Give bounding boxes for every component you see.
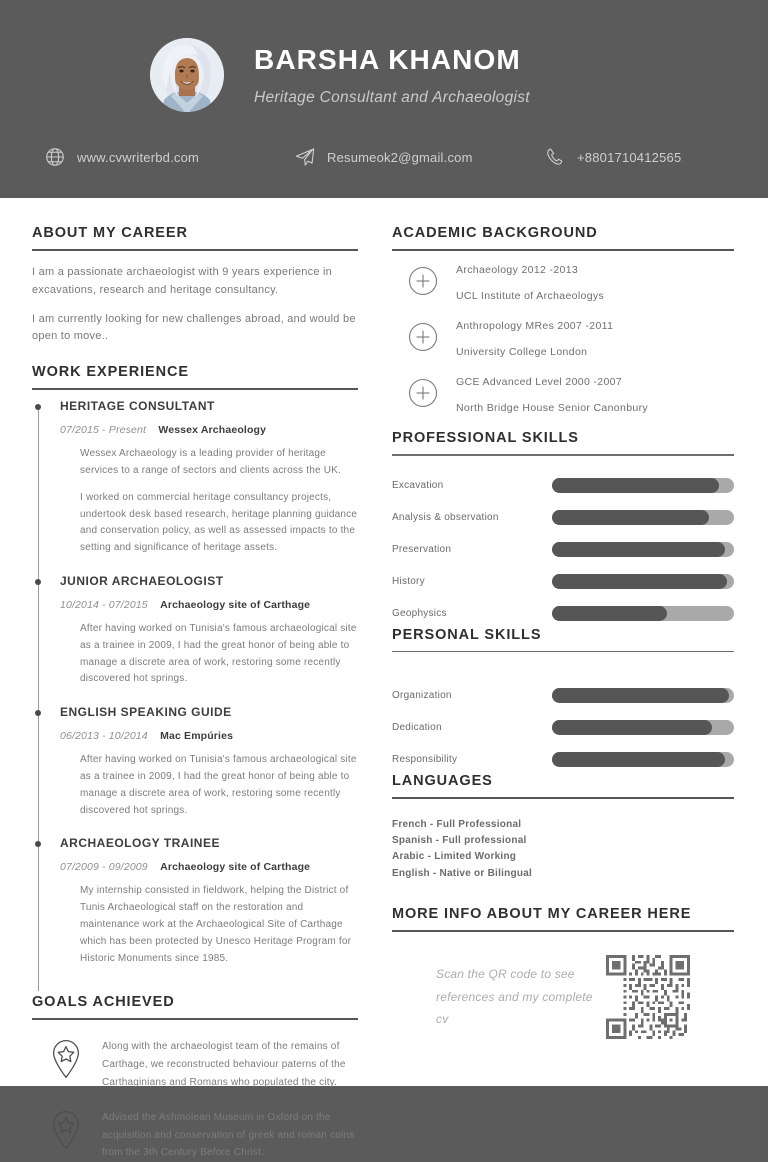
professional-skills-rule <box>392 454 734 456</box>
header-identity <box>0 0 768 112</box>
goal-text: Along with the archaeologist team of the remains of Carthage, we reconstructed behaviour paterns of the Carthaginians and Romans who populated the city. <box>102 1041 346 1088</box>
plus-circle-icon <box>408 266 438 296</box>
personal-skills-rule <box>392 651 734 653</box>
spacer <box>392 674 734 688</box>
goals-list <box>32 1035 358 1162</box>
qr-caption: Scan the QR code to see references and my complete cv <box>436 967 593 1026</box>
skill-bar-fill <box>552 574 727 589</box>
academic-school: University College London <box>456 346 588 358</box>
section-professional-skills <box>392 430 734 621</box>
contact-email[interactable] <box>294 146 544 168</box>
job-description: Wessex Archaeology is a leading provider of heritage services to a range of sectors and clients across the UK. <box>80 448 341 477</box>
contact-website[interactable] <box>44 146 294 168</box>
language-item: French - Full Professional <box>392 819 522 830</box>
skill-label: Excavation <box>392 479 444 491</box>
avatar <box>150 38 224 112</box>
portrait-photo-icon <box>150 38 224 112</box>
skill-label: Responsibility <box>392 754 458 765</box>
qr-code-svg <box>606 955 690 1039</box>
skill-row <box>392 720 734 735</box>
languages-title: LANGUAGES <box>392 773 493 789</box>
skill-bar-track <box>552 478 734 493</box>
skill-bar-fill <box>552 542 725 557</box>
phone-icon <box>544 146 566 168</box>
job-role: ENGLISH SPEAKING GUIDE <box>60 705 232 720</box>
contact-email-text: Resumeok2@gmail.com <box>327 149 473 165</box>
qr-code-icon[interactable] <box>606 955 690 1039</box>
work-rule <box>32 388 358 390</box>
goal-item <box>32 1106 358 1162</box>
about-paragraph: I am currently looking for new challenges abroad, and would be open to move.. <box>32 312 356 343</box>
skill-row <box>392 478 734 493</box>
skill-bar-track <box>552 574 734 589</box>
candidate-job-title: Heritage Consultant and Archaeologist <box>254 88 530 106</box>
language-item: English - Native or Bilingual <box>392 867 533 879</box>
academic-school: North Bridge House Senior Canonbury <box>456 402 649 414</box>
skill-label: Geophysics <box>392 607 447 619</box>
academic-rule <box>392 249 734 251</box>
job-dates: 07/2009 - 09/2009 <box>60 861 148 874</box>
academic-entry <box>392 262 734 302</box>
academic-title: ACADEMIC BACKGROUND <box>392 225 598 241</box>
job-organization: Archaeology site of Carthage <box>160 599 311 612</box>
work-title: WORK EXPERIENCE <box>32 364 189 381</box>
academic-body <box>456 318 613 358</box>
left-column <box>0 198 384 1159</box>
plus-circle-icon <box>408 378 438 408</box>
academic-school: UCL Institute of Archaeologys <box>456 290 605 302</box>
name-block <box>254 43 530 107</box>
job-dates: 07/2015 - Present <box>60 424 147 437</box>
paper-plane-icon <box>294 146 316 168</box>
personal-skills-title: PERSONAL SKILLS <box>392 626 542 643</box>
section-work-experience <box>32 364 358 984</box>
section-goals <box>32 994 358 1162</box>
qr-block <box>392 955 734 1039</box>
contact-phone-text: +8801710412565 <box>577 149 682 165</box>
skill-bar-fill <box>552 720 712 735</box>
more-info-title: MORE INFO ABOUT MY CAREER HERE <box>392 905 692 922</box>
section-languages <box>392 773 734 882</box>
job-meta <box>60 730 358 742</box>
job-description: I worked on commercial heritage consultancy projects, undertook desk based research, heritage planning guidance and conservation policy, as well as assessed impacts to the setting and significance of heritage assets. <box>80 491 358 554</box>
languages-list <box>392 817 734 882</box>
contact-website-text: www.cvwriterbd.com <box>77 149 200 165</box>
about-paragraph: I am a passionate archaeologist with 9 years experience in excavations, research and heritage consultancy. <box>32 266 333 296</box>
globe-icon <box>44 146 66 168</box>
language-item: Arabic - Limited Working <box>392 851 517 863</box>
skill-bar-track <box>552 606 734 621</box>
job-description: After having worked on Tunisia's famous archaeological site as a trainee in 2009, I had the great honor of being able to manage a discrete area of work, restoring some recently discovered hot springs. <box>80 754 357 816</box>
skill-row <box>392 606 734 621</box>
job-role: JUNIOR ARCHAEOLOGIST <box>60 574 224 589</box>
skill-bar-fill <box>552 478 719 493</box>
personal-skills-list <box>392 674 734 767</box>
star-pin-icon <box>46 1108 86 1152</box>
section-personal-skills <box>392 627 734 768</box>
academic-degree: Anthropology MRes 2007 -2011 <box>456 320 614 332</box>
skill-label: Preservation <box>392 543 452 555</box>
academic-body <box>456 374 648 414</box>
job-organization: Archaeology site of Carthage <box>160 861 311 874</box>
job-dates: 06/2013 - 10/2014 <box>60 730 148 743</box>
academic-list <box>392 262 734 414</box>
language-item: Spanish - Full professional <box>392 835 527 847</box>
about-rule <box>32 249 358 251</box>
skill-bar-fill <box>552 688 729 703</box>
cv-body <box>0 198 768 1159</box>
work-timeline <box>32 399 358 984</box>
job-dates: 10/2014 - 07/2015 <box>60 599 148 612</box>
job-organization: Wessex Archaeology <box>158 424 267 437</box>
academic-degree: Archaeology 2012 -2013 <box>456 264 579 276</box>
job-description: After having worked on Tunisia's famous archaeological site as a trainee in 2009, I had the great honor of being able to manage a discrete area of work, restoring some recently discovered hot springs. <box>80 623 357 685</box>
job-role: ARCHAEOLOGY TRAINEE <box>60 836 220 851</box>
goals-rule <box>32 1018 358 1020</box>
work-entry <box>32 836 358 984</box>
right-column <box>384 198 768 1086</box>
skill-row <box>392 688 734 703</box>
skill-row <box>392 542 734 557</box>
cv-header <box>0 0 768 198</box>
candidate-name: BARSHA KHANOM <box>254 44 521 76</box>
skill-bar-track <box>552 510 734 525</box>
contact-phone[interactable] <box>544 146 681 168</box>
job-meta <box>60 424 358 436</box>
goal-text: Advised the Ashmolean Museum in Oxford on the acquisition and conservation of greek and roman coins from the 3th Century Before Christ. <box>102 1111 355 1159</box>
skill-bar-track <box>552 720 734 735</box>
contact-bar <box>44 146 734 168</box>
professional-skills-title: PROFESSIONAL SKILLS <box>392 430 579 446</box>
skill-label: Dedication <box>392 722 442 733</box>
skill-label: Analysis & observation <box>392 511 499 523</box>
academic-body <box>456 262 604 302</box>
job-role: HERITAGE CONSULTANT <box>60 399 215 414</box>
skill-bar-track <box>552 752 734 767</box>
goals-title: GOALS ACHIEVED <box>32 994 175 1011</box>
goal-item <box>32 1035 358 1091</box>
plus-circle-icon <box>408 322 438 352</box>
job-meta <box>60 861 358 873</box>
skill-row <box>392 510 734 525</box>
skill-row <box>392 752 734 767</box>
skill-bar-fill <box>552 510 709 525</box>
academic-degree: GCE Advanced Level 2000 -2007 <box>456 376 623 388</box>
professional-skills-list <box>392 478 734 621</box>
skill-row <box>392 574 734 589</box>
job-meta <box>60 599 358 611</box>
job-organization: Mac Empúries <box>160 730 234 743</box>
more-info-rule <box>392 930 734 932</box>
section-more-info <box>392 906 734 1039</box>
academic-entry <box>392 374 734 414</box>
skill-label: History <box>392 575 425 587</box>
skill-bar-track <box>552 542 734 557</box>
work-entry <box>32 399 358 574</box>
work-entry <box>32 705 358 836</box>
star-pin-icon <box>46 1037 86 1081</box>
section-about <box>32 225 358 346</box>
skill-bar-track <box>552 688 734 703</box>
skill-label: Organization <box>392 690 452 701</box>
section-academic <box>392 225 734 414</box>
work-entry <box>32 574 358 705</box>
languages-rule <box>392 797 734 799</box>
skill-bar-fill <box>552 606 667 621</box>
skill-bar-fill <box>552 752 725 767</box>
job-description: My internship consisted in fieldwork, helping the District of Tunis Archaeological staff on the restoration and maintenance work at the Archaeological Site of Carthage which has been protected by Unesco Heritage Program for Historic Monuments since 1985. <box>80 885 352 964</box>
academic-entry <box>392 318 734 358</box>
about-title: ABOUT MY CAREER <box>32 225 188 241</box>
